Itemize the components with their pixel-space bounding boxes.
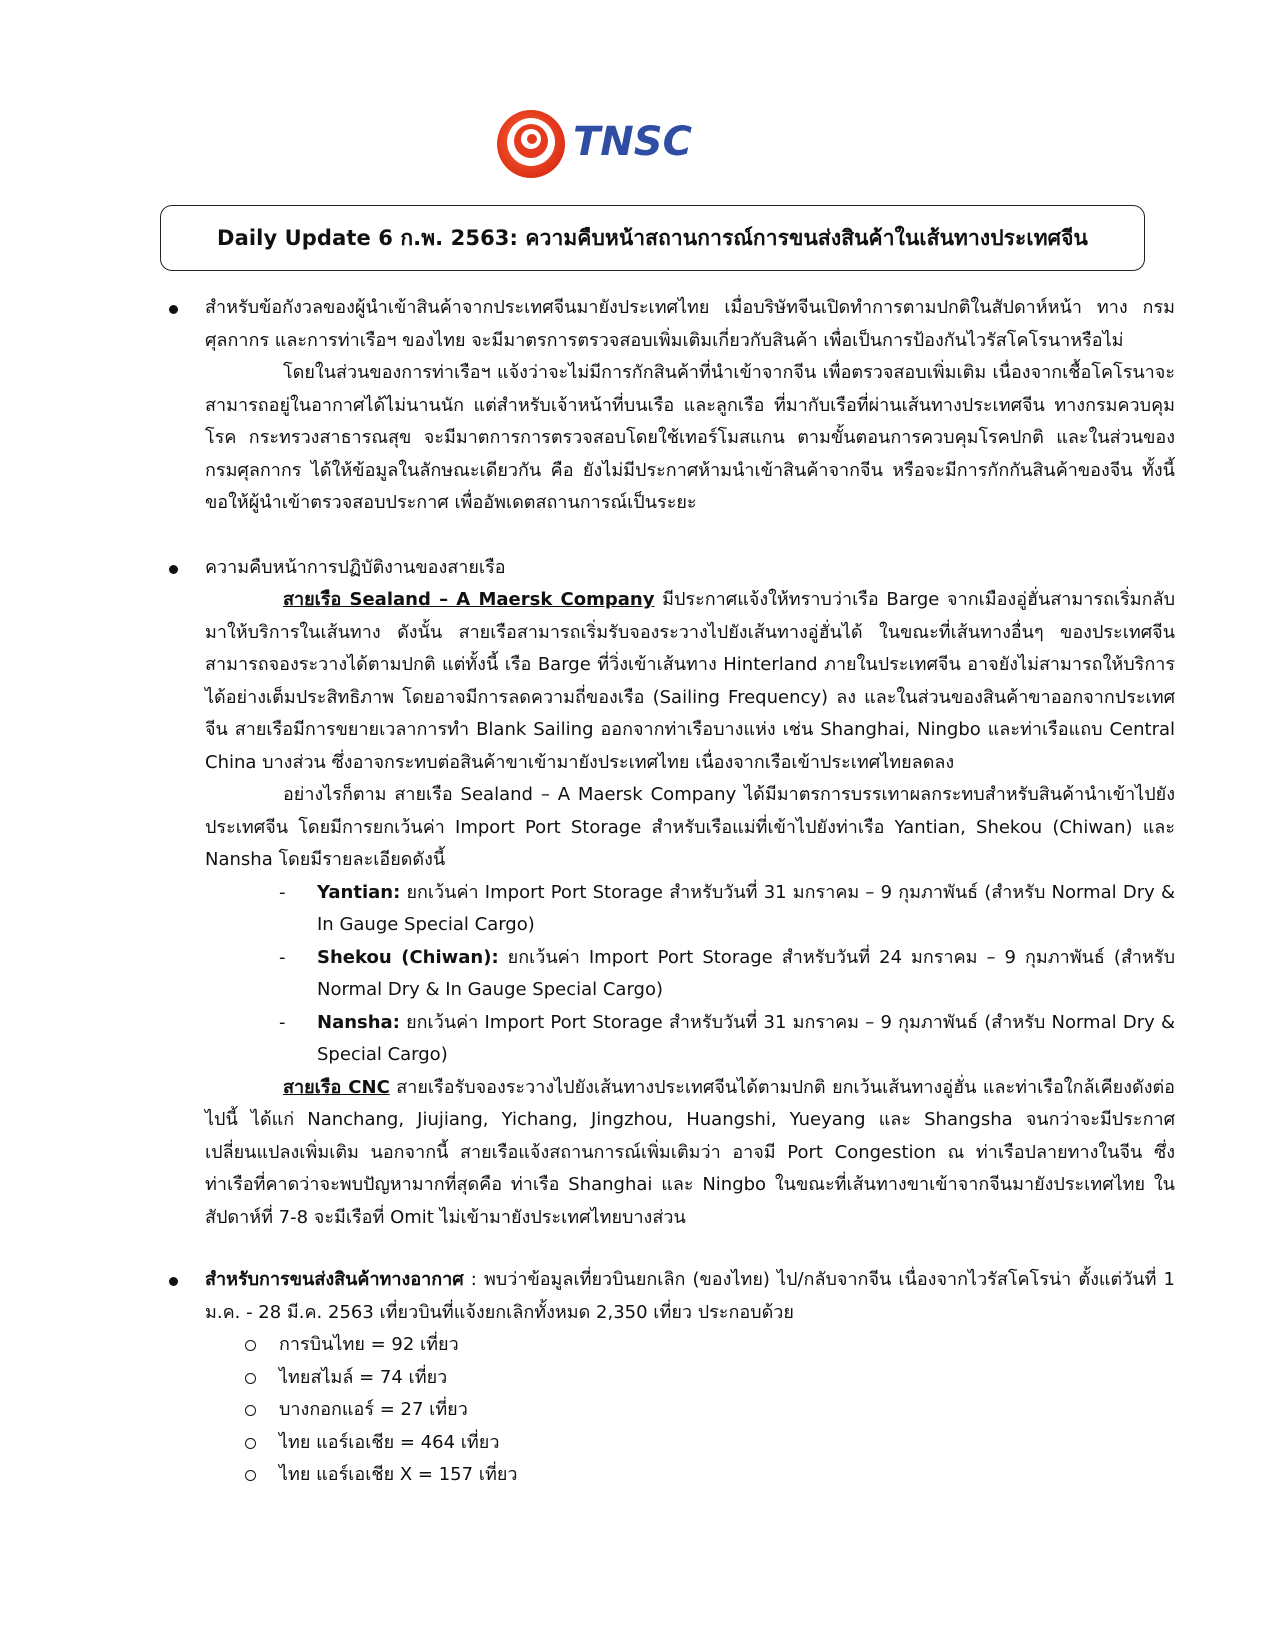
sealand-text: มีประกาศแจ้งให้ทราบว่าเรือ Barge จากเมืองอู่ฮั่นสามารถเริ่มกลับมาให้บริการในเส้นทาง ดังนั้น สายเรือสามารถเริ่มรับจองระวางไปยังเส้นทางอู่ฮั่นได้ ในขณะที่เส้นทางอื่นๆ ของประเทศจีน สามารถจองระวางได้ตามปกติ แต่ทั้งนี้ เรือ Barge ที่วิ่งเข้าเส้นทาง Hinterland ภายในประเทศจีน อาจยังไม่สามารถให้บริการได้อย่างเต็มประสิทธิภาพ โดยอาจมีการลดความถี่ของเรือ (Sailing Frequency) ลง และในส่วนของสินค้าขาออกจากประเทศจีน สายเรือมีการขยายเวลาการทำ Blank Sailing ออกจากท่าเรือบางแห่ง เช่น Shanghai, Ningbo และท่าเรือแถบ Central China บางส่วน ซึ่งอาจกระทบต่อสินค้าขาเข้ามายังประเทศไทย เนื่องจากเรือเข้าประเทศไทยลดลง bbox=[205, 589, 1175, 773]
title-box bbox=[160, 205, 1145, 271]
airline-entry: บางกอกแอร์ = 27 เที่ยว bbox=[279, 1399, 468, 1420]
port-list bbox=[205, 877, 1175, 1072]
dash-icon: - bbox=[279, 1011, 286, 1033]
dash-icon: - bbox=[279, 946, 286, 968]
circle-bullet-icon bbox=[245, 1438, 256, 1449]
list-item bbox=[205, 1394, 1175, 1427]
airline-entry: ไทยสไมล์ = 74 เที่ยว bbox=[279, 1366, 448, 1388]
tnsc-logo-mark bbox=[495, 108, 725, 180]
list-item bbox=[205, 1362, 1175, 1395]
airline-entry: การบินไทย = 92 เที่ยว bbox=[279, 1334, 459, 1355]
page-title: Daily Update 6 ก.พ. 2563: ความคืบหน้าสถานการณ์การขนส่งสินค้าในเส้นทางประเทศจีน bbox=[217, 225, 1088, 250]
customs-paragraph-2: โดยในส่วนของการท่าเรือฯ แจ้งว่าจะไม่มีการกักสินค้าที่นำเข้าจากจีน เพื่อตรวจสอบเพิ่มเติม เนื่องจากเชื้อโคโรนาจะสามารถอยู่ในอากาศได้ไม่นานนัก แต่สำหรับเจ้าหน้าที่บนเรือ และลูกเรือ ที่มากับเรือที่ผ่านเส้นทางประเทศจีน ทางกรมควบคุมโรค กระทรวงสาธารณสุข จะมีมาตการการตรวจสอบโดยใช้เทอร์โมสแกน ตามขั้นตอนการควบคุมโรคปกติ และในส่วนของกรมศุลกากร ได้ให้ข้อมูลในลักษณะเดียวกัน คือ ยังไม่มีประกาศห้ามนำเข้าสินค้าจากจีน หรือจะมีการกักกันสินค้าของจีน ทั้งนี้ ขอให้ผู้นำเข้าตรวจสอบประกาศ เพื่ออัพเดตสถานการณ์เป็นระยะ bbox=[205, 362, 1175, 513]
bullet-icon bbox=[169, 1277, 178, 1286]
section-air-freight bbox=[205, 1264, 1175, 1492]
port-name: Nansha: bbox=[317, 1011, 400, 1033]
circle-bullet-icon bbox=[245, 1373, 256, 1384]
air-text: : พบว่าข้อมูลเที่ยวบินยกเลิก (ของไทย) ไป/กลับจากจีน เนื่องจากไวรัสโคโรน่า ตั้งแต่วันที่ 1 ม.ค. - 28 มี.ค. 2563 เที่ยวบินที่แจ้งยกเลิกทั้งหมด 2,350 เที่ยว ประกอบด้วย bbox=[205, 1269, 1175, 1323]
list-item bbox=[205, 1459, 1175, 1492]
circle-bullet-icon bbox=[245, 1340, 256, 1351]
document-body bbox=[205, 292, 1175, 1492]
list-item bbox=[205, 942, 1175, 1007]
spacer bbox=[205, 1234, 1175, 1264]
list-item bbox=[205, 877, 1175, 942]
dash-icon: - bbox=[279, 881, 286, 903]
port-name: Shekou (Chiwan): bbox=[317, 946, 499, 968]
spacer bbox=[205, 520, 1175, 552]
list-item bbox=[205, 1007, 1175, 1072]
air-paragraph bbox=[205, 1264, 1175, 1329]
list-item bbox=[205, 1329, 1175, 1362]
sealand-paragraph-2: อย่างไรก็ตาม สายเรือ Sealand – A Maersk Company ได้มีมาตรการบรรเทาผลกระทบสำหรับสินค้านำเข้าไปยังประเทศจีน โดยมีการยกเว้นค่า Import Port Storage สำหรับเรือแม่ที่เข้าไปยังท่าเรือ Yantian, Shekou (Chiwan) และ Nansha โดยมีรายละเอียดดังนี้ bbox=[205, 784, 1175, 870]
section-shipping-lines bbox=[205, 552, 1175, 1235]
airline-list bbox=[205, 1329, 1175, 1492]
circle-bullet-icon bbox=[245, 1470, 256, 1481]
list-item bbox=[205, 1427, 1175, 1460]
logo-text: TNSC bbox=[573, 119, 692, 165]
section-customs bbox=[205, 292, 1175, 520]
airline-entry: ไทย แอร์เอเชีย = 464 เที่ยว bbox=[279, 1431, 500, 1453]
port-text: ยกเว้นค่า Import Port Storage สำหรับวันที่ 31 มกราคม – 9 กุมภาพันธ์ (สำหรับ Normal Dry & Special Cargo) bbox=[317, 1011, 1175, 1065]
sealand-label: สายเรือ Sealand – A Maersk Company bbox=[283, 589, 655, 610]
cnc-paragraph bbox=[205, 1072, 1175, 1235]
air-label: สำหรับการขนส่งสินค้าทางอากาศ bbox=[205, 1269, 464, 1290]
port-text: ยกเว้นค่า Import Port Storage สำหรับวันที่ 24 มกราคม – 9 กุมภาพันธ์ (สำหรับ Normal Dry & In Gauge Special Cargo) bbox=[317, 946, 1175, 1000]
bullet-icon bbox=[169, 565, 178, 574]
sealand-paragraph bbox=[205, 584, 1175, 779]
shipping-heading: ความคืบหน้าการปฏิบัติงานของสายเรือ bbox=[205, 556, 506, 578]
bullet-icon bbox=[169, 305, 178, 314]
customs-paragraph-1: สำหรับข้อกังวลของผู้นำเข้าสินค้าจากประเทศจีนมายังประเทศไทย เมื่อบริษัทจีนเปิดทำการตามปกติในสัปดาห์หน้า ทาง กรมศุลกากร และการท่าเรือฯ ของไทย จะมีมาตรการตรวจสอบเพิ่มเติมเกี่ยวกับสินค้า เพื่อเป็นการป้องกันไวรัสโคโรนาหรือไม่ bbox=[205, 297, 1175, 351]
cnc-text: สายเรือรับจองระวางไปยังเส้นทางประเทศจีนได้ตามปกติ ยกเว้นเส้นทางอู่ฮั่น และท่าเรือใกล้เคียงดังต่อไปนี้ ได้แก่ Nanchang, Jiujiang, Yichang, Jingzhou, Huangshi, Yueyang และ Shangsha จนกว่าจะมีประกาศเปลี่ยนแปลงเพิ่มเติม นอกจากนี้ สายเรือแจ้งสถานการณ์เพิ่มเติมว่า อาจมี Port Congestion ณ ท่าเรือปลายทางในจีน ซึ่งท่าเรือที่คาดว่าจะพบปัญหามากที่สุดคือ ท่าเรือ Shanghai และ Ningbo ในขณะที่เส้นทางขาเข้าจากจีนมายังประเทศไทย ในสัปดาห์ที่ 7-8 จะมีเรือที่ Omit ไม่เข้ามายังประเทศไทยบางส่วน bbox=[205, 1076, 1175, 1228]
port-text: ยกเว้นค่า Import Port Storage สำหรับวันที่ 31 มกราคม – 9 กุมภาพันธ์ (สำหรับ Normal Dry & In Gauge Special Cargo) bbox=[317, 881, 1175, 935]
airline-entry: ไทย แอร์เอเชีย X = 157 เที่ยว bbox=[279, 1464, 518, 1485]
tnsc-logo bbox=[495, 108, 725, 180]
port-name: Yantian: bbox=[317, 881, 401, 903]
circle-bullet-icon bbox=[245, 1405, 256, 1416]
cnc-label: สายเรือ CNC bbox=[283, 1076, 390, 1098]
